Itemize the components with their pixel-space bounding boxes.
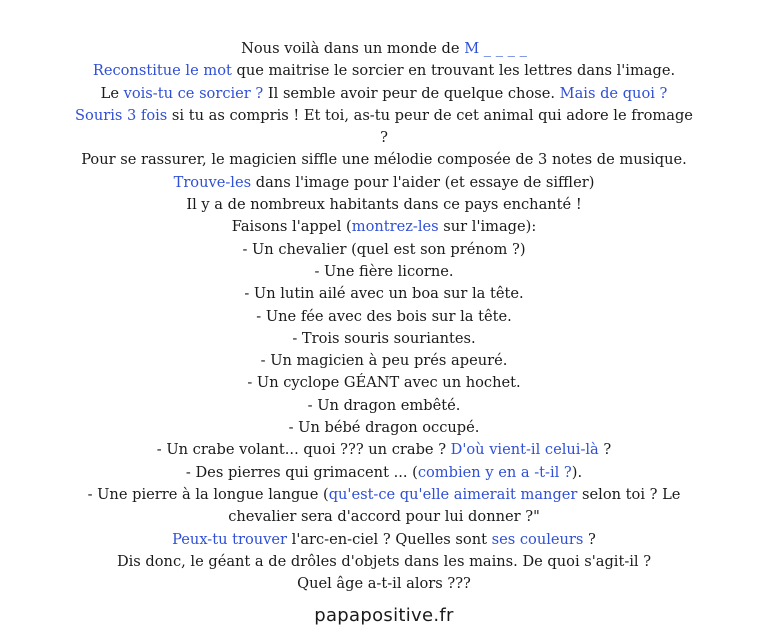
text-segment: l'arc-en-ciel ? Quelles sont — [287, 530, 492, 548]
text-line — [0, 127, 768, 149]
highlight-text: ses couleurs — [491, 530, 584, 548]
text-segment: - Un magicien à peu prés apeuré. — [260, 352, 508, 370]
text-line — [0, 462, 768, 484]
text-segment: ). — [571, 463, 583, 481]
text-segment: Quel âge a-t-il alors ??? — [297, 575, 471, 593]
site-footer: papapositive.fr — [314, 605, 454, 626]
highlight-text: D'où vient-il celui-là — [450, 441, 599, 459]
text-line — [0, 261, 768, 283]
text-line — [0, 149, 768, 171]
text-segment: - Un crabe volant... quoi ??? un crabe ? — [156, 441, 451, 459]
text-line — [0, 105, 768, 127]
text-segment: ? — [583, 530, 596, 548]
text-line — [0, 551, 768, 573]
text-segment: ? — [380, 129, 388, 147]
text-segment: chevalier sera d'accord pour lui donner ?" — [228, 508, 540, 526]
highlight-text: vois-tu ce sorcier ? — [123, 84, 264, 102]
text-line — [0, 216, 768, 238]
text-segment: Il semble avoir peur de quelque chose. — [263, 84, 560, 102]
text-line — [0, 239, 768, 261]
text-segment: Pour se rassurer, le magicien siffle une mélodie composée de 3 notes de musique. — [81, 151, 687, 169]
text-line — [0, 439, 768, 461]
text-line — [0, 194, 768, 216]
text-segment: - Un cyclope GÉANT avec un hochet. — [247, 374, 521, 392]
text-segment: sur l'image): — [438, 218, 537, 236]
riddle-text — [0, 38, 768, 595]
highlight-text: Trouve-les — [173, 173, 252, 191]
text-segment: Il y a de nombreux habitants dans ce pays enchanté ! — [186, 196, 582, 214]
text-segment: selon toi ? Le — [577, 485, 681, 503]
text-segment: Nous voilà dans un monde de — [241, 40, 465, 57]
text-line — [0, 172, 768, 194]
highlight-text: Peux-tu trouver — [172, 530, 288, 548]
highlight-text: Reconstitue le mot — [92, 62, 232, 80]
text-segment: - Un chevalier (quel est son prénom ?) — [242, 240, 526, 258]
text-line — [0, 417, 768, 439]
text-line — [0, 573, 768, 595]
text-segment: Le — [100, 84, 124, 102]
text-segment: - Une pierre à la longue langue ( — [87, 485, 329, 503]
text-segment: - Un bébé dragon occupé. — [288, 419, 480, 437]
text-segment: - Un dragon embêté. — [307, 396, 461, 414]
text-line — [0, 83, 768, 105]
text-segment: - Trois souris souriantes. — [292, 329, 476, 347]
text-line — [0, 38, 768, 60]
text-segment: - Des pierres qui grimacent ... ( — [185, 463, 418, 481]
text-segment: Dis donc, le géant a de drôles d'objets dans les mains. De quoi s'agit-il ? — [116, 552, 652, 570]
text-segment: - Un lutin ailé avec un boa sur la tête. — [244, 285, 524, 303]
text-line — [0, 283, 768, 305]
text-line — [0, 372, 768, 394]
highlight-text: Souris 3 fois — [75, 106, 168, 124]
text-line — [0, 529, 768, 551]
highlight-text: M _ _ _ _ — [464, 40, 527, 57]
text-segment: Faisons l'appel ( — [231, 218, 352, 236]
highlight-text: Mais de quoi ? — [559, 84, 668, 102]
text-line — [0, 306, 768, 328]
text-segment: dans l'image pour l'aider (et essaye de siffler) — [251, 173, 595, 191]
text-line — [0, 60, 768, 82]
text-segment: ? — [598, 441, 612, 459]
text-line — [0, 350, 768, 372]
text-segment: si tu as compris ! Et toi, as-tu peur de cet animal qui adore le fromage — [167, 106, 693, 124]
text-line — [0, 484, 768, 506]
text-line — [0, 328, 768, 350]
text-segment: - Une fière licorne. — [314, 262, 454, 280]
text-segment: que maitrise le sorcier en trouvant les lettres dans l'image. — [231, 62, 676, 80]
text-segment: - Une fée avec des bois sur la tête. — [256, 307, 512, 325]
text-line — [0, 506, 768, 528]
highlight-text: montrez-les — [351, 218, 439, 236]
highlight-text: qu'est-ce qu'elle aimerait manger — [328, 485, 578, 503]
highlight-text: combien y en a -t-il ? — [417, 463, 572, 481]
text-line — [0, 395, 768, 417]
